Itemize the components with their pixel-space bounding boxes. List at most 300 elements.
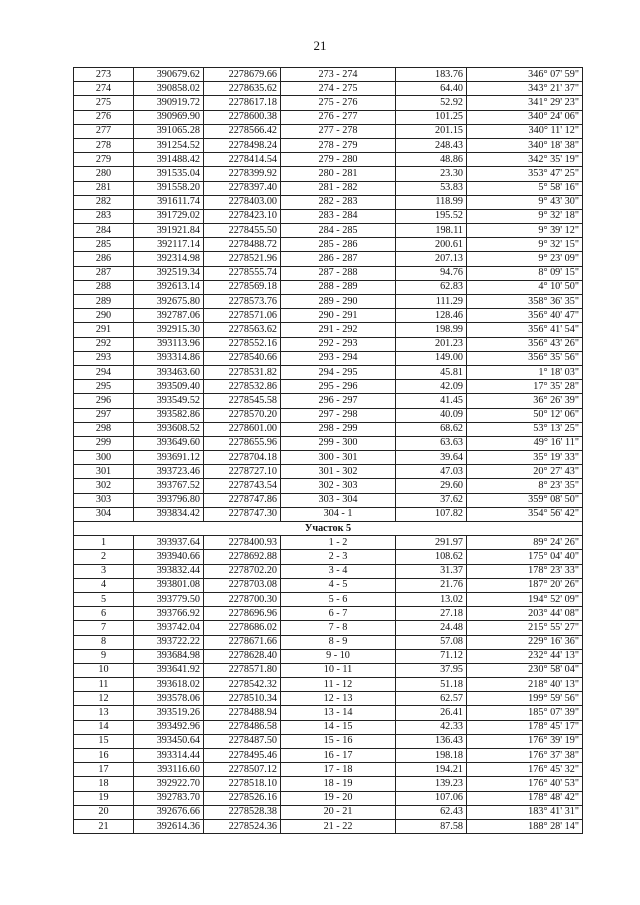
y-coordinate-cell: 2278743.54 — [204, 479, 281, 493]
y-coordinate-cell: 2278600.38 — [204, 110, 281, 124]
direction-angle-cell: 9° 23' 09" — [467, 252, 583, 266]
length-cell: 68.62 — [396, 422, 467, 436]
y-coordinate-cell: 2278488.72 — [204, 238, 281, 252]
y-coordinate-cell: 2278628.40 — [204, 649, 281, 663]
length-cell: 136.43 — [396, 734, 467, 748]
point-number-cell: 1 — [74, 536, 134, 550]
x-coordinate-cell: 392787.06 — [134, 309, 204, 323]
direction-angle-cell: 340° 11' 12" — [467, 124, 583, 138]
direction-angle-cell: 218° 40' 13" — [467, 678, 583, 692]
direction-angle-cell: 9° 32' 15" — [467, 238, 583, 252]
point-number-cell: 6 — [74, 607, 134, 621]
point-number-cell: 21 — [74, 819, 134, 833]
table-row — [74, 394, 583, 408]
table-row — [74, 323, 583, 337]
segment-cell: 20 - 21 — [281, 805, 396, 819]
point-number-cell: 304 — [74, 507, 134, 521]
y-coordinate-cell: 2278528.38 — [204, 805, 281, 819]
segment-cell: 16 - 17 — [281, 749, 396, 763]
point-number-cell: 3 — [74, 564, 134, 578]
point-number-cell: 280 — [74, 167, 134, 181]
point-number-cell: 279 — [74, 153, 134, 167]
direction-angle-cell: 341° 29' 23" — [467, 96, 583, 110]
x-coordinate-cell: 393509.40 — [134, 380, 204, 394]
x-coordinate-cell: 392922.70 — [134, 777, 204, 791]
table-row — [74, 564, 583, 578]
segment-cell: 302 - 303 — [281, 479, 396, 493]
table-row — [74, 578, 583, 592]
point-number-cell: 291 — [74, 323, 134, 337]
point-number-cell: 300 — [74, 451, 134, 465]
segment-cell: 303 - 304 — [281, 493, 396, 507]
coordinates-table — [73, 67, 583, 834]
length-cell: 107.82 — [396, 507, 467, 521]
table-row — [74, 635, 583, 649]
length-cell: 57.08 — [396, 635, 467, 649]
point-number-cell: 294 — [74, 365, 134, 379]
table-row — [74, 337, 583, 351]
point-number-cell: 18 — [74, 777, 134, 791]
table-row — [74, 451, 583, 465]
direction-angle-cell: 9° 32' 18" — [467, 209, 583, 223]
point-number-cell: 290 — [74, 309, 134, 323]
x-coordinate-cell: 391921.84 — [134, 224, 204, 238]
segment-cell: 283 - 284 — [281, 209, 396, 223]
segment-cell: 12 - 13 — [281, 692, 396, 706]
segment-cell: 10 - 11 — [281, 663, 396, 677]
direction-angle-cell: 53° 13' 25" — [467, 422, 583, 436]
segment-cell: 276 - 277 — [281, 110, 396, 124]
x-coordinate-cell: 393116.60 — [134, 763, 204, 777]
length-cell: 149.00 — [396, 351, 467, 365]
segment-cell: 304 - 1 — [281, 507, 396, 521]
table-row — [74, 422, 583, 436]
y-coordinate-cell: 2278524.36 — [204, 819, 281, 833]
y-coordinate-cell: 2278727.10 — [204, 465, 281, 479]
length-cell: 62.57 — [396, 692, 467, 706]
direction-angle-cell: 20° 27' 43" — [467, 465, 583, 479]
table-row — [74, 763, 583, 777]
x-coordinate-cell: 393618.02 — [134, 678, 204, 692]
coordinates-table-body-bottom — [74, 536, 583, 834]
segment-cell: 4 - 5 — [281, 578, 396, 592]
direction-angle-cell: 4° 10' 50" — [467, 280, 583, 294]
x-coordinate-cell: 391611.74 — [134, 195, 204, 209]
x-coordinate-cell: 393796.80 — [134, 493, 204, 507]
page-number: 21 — [313, 38, 327, 53]
direction-angle-cell: 354° 56' 42" — [467, 507, 583, 521]
point-number-cell: 11 — [74, 678, 134, 692]
length-cell: 62.43 — [396, 805, 467, 819]
segment-cell: 3 - 4 — [281, 564, 396, 578]
segment-cell: 300 - 301 — [281, 451, 396, 465]
y-coordinate-cell: 2278495.46 — [204, 749, 281, 763]
length-cell: 198.11 — [396, 224, 467, 238]
point-number-cell: 2 — [74, 550, 134, 564]
direction-angle-cell: 343° 21' 37" — [467, 82, 583, 96]
table-row — [74, 734, 583, 748]
length-cell: 53.83 — [396, 181, 467, 195]
table-row — [74, 252, 583, 266]
y-coordinate-cell: 2278703.08 — [204, 578, 281, 592]
y-coordinate-cell: 2278423.10 — [204, 209, 281, 223]
x-coordinate-cell: 393766.92 — [134, 607, 204, 621]
y-coordinate-cell: 2278747.30 — [204, 507, 281, 521]
length-cell: 45.81 — [396, 365, 467, 379]
table-row — [74, 791, 583, 805]
table-row — [74, 507, 583, 521]
y-coordinate-cell: 2278552.16 — [204, 337, 281, 351]
length-cell: 139.23 — [396, 777, 467, 791]
y-coordinate-cell: 2278686.02 — [204, 621, 281, 635]
point-number-cell: 273 — [74, 68, 134, 82]
y-coordinate-cell: 2278747.86 — [204, 493, 281, 507]
segment-cell: 301 - 302 — [281, 465, 396, 479]
length-cell: 21.76 — [396, 578, 467, 592]
table-row — [74, 550, 583, 564]
direction-angle-cell: 176° 45' 32" — [467, 763, 583, 777]
table-row — [74, 380, 583, 394]
table-row — [74, 82, 583, 96]
y-coordinate-cell: 2278531.82 — [204, 365, 281, 379]
x-coordinate-cell: 391535.04 — [134, 167, 204, 181]
point-number-cell: 5 — [74, 592, 134, 606]
y-coordinate-cell: 2278563.62 — [204, 323, 281, 337]
segment-cell: 6 - 7 — [281, 607, 396, 621]
segment-cell: 291 - 292 — [281, 323, 396, 337]
direction-angle-cell: 232° 44' 13" — [467, 649, 583, 663]
x-coordinate-cell: 393779.50 — [134, 592, 204, 606]
direction-angle-cell: 49° 16' 11" — [467, 436, 583, 450]
table-row — [74, 607, 583, 621]
segment-cell: 294 - 295 — [281, 365, 396, 379]
segment-cell: 287 - 288 — [281, 266, 396, 280]
x-coordinate-cell: 392613.14 — [134, 280, 204, 294]
x-coordinate-cell: 393578.06 — [134, 692, 204, 706]
x-coordinate-cell: 392117.14 — [134, 238, 204, 252]
direction-angle-cell: 178° 48' 42" — [467, 791, 583, 805]
length-cell: 51.18 — [396, 678, 467, 692]
x-coordinate-cell: 391488.42 — [134, 153, 204, 167]
segment-cell: 289 - 290 — [281, 295, 396, 309]
y-coordinate-cell: 2278507.12 — [204, 763, 281, 777]
table-row — [74, 266, 583, 280]
length-cell: 118.99 — [396, 195, 467, 209]
y-coordinate-cell: 2278498.24 — [204, 138, 281, 152]
x-coordinate-cell: 393314.86 — [134, 351, 204, 365]
length-cell: 52.92 — [396, 96, 467, 110]
table-row — [74, 465, 583, 479]
y-coordinate-cell: 2278414.54 — [204, 153, 281, 167]
x-coordinate-cell: 391729.02 — [134, 209, 204, 223]
length-cell: 194.21 — [396, 763, 467, 777]
point-number-cell: 284 — [74, 224, 134, 238]
table-row — [74, 96, 583, 110]
length-cell: 201.23 — [396, 337, 467, 351]
y-coordinate-cell: 2278540.66 — [204, 351, 281, 365]
table-row — [74, 408, 583, 422]
table-row — [74, 238, 583, 252]
y-coordinate-cell: 2278617.18 — [204, 96, 281, 110]
point-number-cell: 4 — [74, 578, 134, 592]
table-row — [74, 351, 583, 365]
point-number-cell: 283 — [74, 209, 134, 223]
point-number-cell: 274 — [74, 82, 134, 96]
point-number-cell: 15 — [74, 734, 134, 748]
direction-angle-cell: 176° 40' 53" — [467, 777, 583, 791]
segment-cell: 295 - 296 — [281, 380, 396, 394]
length-cell: 248.43 — [396, 138, 467, 152]
length-cell: 47.03 — [396, 465, 467, 479]
x-coordinate-cell: 393608.52 — [134, 422, 204, 436]
segment-cell: 278 - 279 — [281, 138, 396, 152]
length-cell: 111.29 — [396, 295, 467, 309]
point-number-cell: 298 — [74, 422, 134, 436]
x-coordinate-cell: 393113.96 — [134, 337, 204, 351]
segment-cell: 19 - 20 — [281, 791, 396, 805]
segment-cell: 273 - 274 — [281, 68, 396, 82]
y-coordinate-cell: 2278510.34 — [204, 692, 281, 706]
length-cell: 201.15 — [396, 124, 467, 138]
x-coordinate-cell: 392915.30 — [134, 323, 204, 337]
table-row — [74, 124, 583, 138]
point-number-cell: 288 — [74, 280, 134, 294]
length-cell: 48.86 — [396, 153, 467, 167]
segment-cell: 292 - 293 — [281, 337, 396, 351]
table-row — [74, 195, 583, 209]
y-coordinate-cell: 2278635.62 — [204, 82, 281, 96]
segment-cell: 298 - 299 — [281, 422, 396, 436]
segment-cell: 15 - 16 — [281, 734, 396, 748]
segment-cell: 290 - 291 — [281, 309, 396, 323]
table-row — [74, 592, 583, 606]
point-number-cell: 12 — [74, 692, 134, 706]
point-number-cell: 292 — [74, 337, 134, 351]
length-cell: 128.46 — [396, 309, 467, 323]
x-coordinate-cell: 392675.80 — [134, 295, 204, 309]
point-number-cell: 8 — [74, 635, 134, 649]
length-cell: 13.02 — [396, 592, 467, 606]
length-cell: 183.76 — [396, 68, 467, 82]
direction-angle-cell: 359° 08' 50" — [467, 493, 583, 507]
table-row — [74, 720, 583, 734]
point-number-cell: 20 — [74, 805, 134, 819]
direction-angle-cell: 340° 18' 38" — [467, 138, 583, 152]
direction-angle-cell: 356° 43' 26" — [467, 337, 583, 351]
length-cell: 198.18 — [396, 749, 467, 763]
table-row — [74, 706, 583, 720]
section-header-body — [74, 522, 583, 536]
length-cell: 107.06 — [396, 791, 467, 805]
table-row — [74, 68, 583, 82]
point-number-cell: 278 — [74, 138, 134, 152]
point-number-cell: 297 — [74, 408, 134, 422]
table-row — [74, 224, 583, 238]
segment-cell: 293 - 294 — [281, 351, 396, 365]
y-coordinate-cell: 2278692.88 — [204, 550, 281, 564]
table-row — [74, 805, 583, 819]
x-coordinate-cell: 391065.28 — [134, 124, 204, 138]
length-cell: 71.12 — [396, 649, 467, 663]
direction-angle-cell: 8° 09' 15" — [467, 266, 583, 280]
point-number-cell: 293 — [74, 351, 134, 365]
direction-angle-cell: 230° 58' 04" — [467, 663, 583, 677]
y-coordinate-cell: 2278601.00 — [204, 422, 281, 436]
x-coordinate-cell: 393940.66 — [134, 550, 204, 564]
segment-cell: 17 - 18 — [281, 763, 396, 777]
point-number-cell: 296 — [74, 394, 134, 408]
x-coordinate-cell: 393801.08 — [134, 578, 204, 592]
direction-angle-cell: 353° 47' 25" — [467, 167, 583, 181]
table-row — [74, 621, 583, 635]
direction-angle-cell: 199° 59' 56" — [467, 692, 583, 706]
direction-angle-cell: 9° 39' 12" — [467, 224, 583, 238]
direction-angle-cell: 176° 39' 19" — [467, 734, 583, 748]
segment-cell: 8 - 9 — [281, 635, 396, 649]
length-cell: 63.63 — [396, 436, 467, 450]
length-cell: 101.25 — [396, 110, 467, 124]
y-coordinate-cell: 2278542.32 — [204, 678, 281, 692]
point-number-cell: 282 — [74, 195, 134, 209]
length-cell: 64.40 — [396, 82, 467, 96]
x-coordinate-cell: 390679.62 — [134, 68, 204, 82]
table-row — [74, 436, 583, 450]
segment-cell: 9 - 10 — [281, 649, 396, 663]
segment-cell: 274 - 275 — [281, 82, 396, 96]
direction-angle-cell: 36° 26' 39" — [467, 394, 583, 408]
x-coordinate-cell: 392783.70 — [134, 791, 204, 805]
y-coordinate-cell: 2278555.74 — [204, 266, 281, 280]
coordinates-table-body-top — [74, 68, 583, 522]
segment-cell: 299 - 300 — [281, 436, 396, 450]
segment-cell: 7 - 8 — [281, 621, 396, 635]
point-number-cell: 287 — [74, 266, 134, 280]
segment-cell: 297 - 298 — [281, 408, 396, 422]
x-coordinate-cell: 393314.44 — [134, 749, 204, 763]
direction-angle-cell: 185° 07' 39" — [467, 706, 583, 720]
point-number-cell: 281 — [74, 181, 134, 195]
segment-cell: 275 - 276 — [281, 96, 396, 110]
y-coordinate-cell: 2278679.66 — [204, 68, 281, 82]
length-cell: 108.62 — [396, 550, 467, 564]
y-coordinate-cell: 2278403.00 — [204, 195, 281, 209]
x-coordinate-cell: 393450.64 — [134, 734, 204, 748]
y-coordinate-cell: 2278700.30 — [204, 592, 281, 606]
direction-angle-cell: 194° 52' 09" — [467, 592, 583, 606]
y-coordinate-cell: 2278571.06 — [204, 309, 281, 323]
x-coordinate-cell: 392614.36 — [134, 819, 204, 833]
length-cell: 23.30 — [396, 167, 467, 181]
length-cell: 27.18 — [396, 607, 467, 621]
x-coordinate-cell: 393691.12 — [134, 451, 204, 465]
point-number-cell: 13 — [74, 706, 134, 720]
point-number-cell: 299 — [74, 436, 134, 450]
length-cell: 87.58 — [396, 819, 467, 833]
y-coordinate-cell: 2278570.20 — [204, 408, 281, 422]
table-row — [74, 153, 583, 167]
y-coordinate-cell: 2278702.20 — [204, 564, 281, 578]
length-cell: 40.09 — [396, 408, 467, 422]
table-row — [74, 365, 583, 379]
direction-angle-cell: 89° 24' 26" — [467, 536, 583, 550]
direction-angle-cell: 178° 23' 33" — [467, 564, 583, 578]
y-coordinate-cell: 2278518.10 — [204, 777, 281, 791]
length-cell: 41.45 — [396, 394, 467, 408]
y-coordinate-cell: 2278397.40 — [204, 181, 281, 195]
y-coordinate-cell: 2278704.18 — [204, 451, 281, 465]
x-coordinate-cell: 393834.42 — [134, 507, 204, 521]
length-cell: 31.37 — [396, 564, 467, 578]
point-number-cell: 7 — [74, 621, 134, 635]
y-coordinate-cell: 2278526.16 — [204, 791, 281, 805]
table-row — [74, 479, 583, 493]
length-cell: 42.09 — [396, 380, 467, 394]
y-coordinate-cell: 2278655.96 — [204, 436, 281, 450]
direction-angle-cell: 187° 20' 26" — [467, 578, 583, 592]
table-row — [74, 819, 583, 833]
x-coordinate-cell: 393492.96 — [134, 720, 204, 734]
direction-angle-cell: 356° 40' 47" — [467, 309, 583, 323]
direction-angle-cell: 358° 36' 35" — [467, 295, 583, 309]
x-coordinate-cell: 393723.46 — [134, 465, 204, 479]
segment-cell: 285 - 286 — [281, 238, 396, 252]
x-coordinate-cell: 391254.52 — [134, 138, 204, 152]
x-coordinate-cell: 393549.52 — [134, 394, 204, 408]
direction-angle-cell: 183° 41' 31" — [467, 805, 583, 819]
point-number-cell: 295 — [74, 380, 134, 394]
point-number-cell: 285 — [74, 238, 134, 252]
segment-cell: 14 - 15 — [281, 720, 396, 734]
x-coordinate-cell: 390919.72 — [134, 96, 204, 110]
length-cell: 29.60 — [396, 479, 467, 493]
segment-cell: 277 - 278 — [281, 124, 396, 138]
y-coordinate-cell: 2278696.96 — [204, 607, 281, 621]
x-coordinate-cell: 390969.90 — [134, 110, 204, 124]
direction-angle-cell: 340° 24' 06" — [467, 110, 583, 124]
direction-angle-cell: 215° 55' 27" — [467, 621, 583, 635]
y-coordinate-cell: 2278569.18 — [204, 280, 281, 294]
length-cell: 24.48 — [396, 621, 467, 635]
segment-cell: 281 - 282 — [281, 181, 396, 195]
y-coordinate-cell: 2278400.93 — [204, 536, 281, 550]
direction-angle-cell: 17° 35' 28" — [467, 380, 583, 394]
segment-cell: 11 - 12 — [281, 678, 396, 692]
x-coordinate-cell: 390858.02 — [134, 82, 204, 96]
table-row — [74, 536, 583, 550]
point-number-cell: 16 — [74, 749, 134, 763]
segment-cell: 279 - 280 — [281, 153, 396, 167]
table-row — [74, 649, 583, 663]
point-number-cell: 19 — [74, 791, 134, 805]
table-row — [74, 138, 583, 152]
x-coordinate-cell: 393649.60 — [134, 436, 204, 450]
direction-angle-cell: 178° 45' 17" — [467, 720, 583, 734]
direction-angle-cell: 342° 35' 19" — [467, 153, 583, 167]
direction-angle-cell: 175° 04' 40" — [467, 550, 583, 564]
segment-cell: 288 - 289 — [281, 280, 396, 294]
y-coordinate-cell: 2278532.86 — [204, 380, 281, 394]
x-coordinate-cell: 393742.04 — [134, 621, 204, 635]
direction-angle-cell: 5° 58' 16" — [467, 181, 583, 195]
table-row — [74, 692, 583, 706]
length-cell: 62.83 — [396, 280, 467, 294]
segment-cell: 296 - 297 — [281, 394, 396, 408]
point-number-cell: 301 — [74, 465, 134, 479]
length-cell: 200.61 — [396, 238, 467, 252]
direction-angle-cell: 8° 23' 35" — [467, 479, 583, 493]
direction-angle-cell: 188° 28' 14" — [467, 819, 583, 833]
direction-angle-cell: 346° 07' 59" — [467, 68, 583, 82]
